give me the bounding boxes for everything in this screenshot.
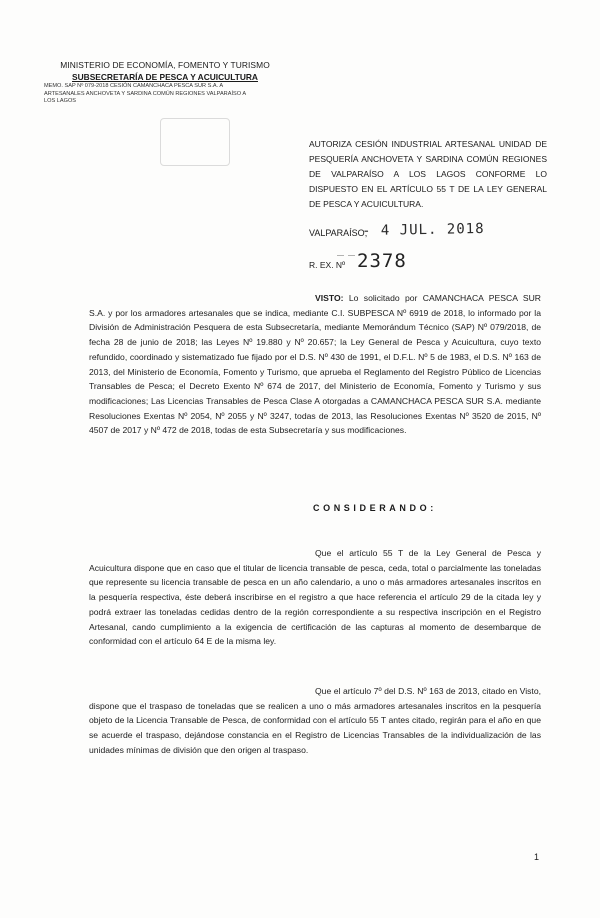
visto-label: VISTO:	[315, 293, 344, 303]
considerando-paragraph-2: Que el artículo 7º del D.S. Nº 163 de 2013, citado en Visto, dispone que el traspaso de toneladas que se realicen a uno o más armadores artesanales inscritos en la pesquería objeto de la Licencia Transable de Pesca, de conformidad con el artículo 55 T antes citado, regirán para el año en que se acuerde el traspaso, dejándose constancia en el Registro de Licencias Transables de la individualización de las unidades mínimas de división que den origen al traspaso.	[89, 686, 541, 755]
letterhead	[40, 60, 290, 106]
visto-text: Lo solicitado por CAMANCHACA PESCA SUR S.A. y por los armadores artesanales que se indica, mediante C.I. SUBPESCA Nº 6919 de 2018, lo informado por la División de Administración Pesquera de esta Subsecretaría, mediante Memorándum Técnico (SAP) Nº 079/2018, de fecha 28 de junio de 2018; las Leyes Nº 19.880 y Nº 20.657; la Ley General de Pesca y Acuicultura, cuyo texto refundido, coordinado y sistematizado fue fijado por el D.S. Nº 430 de 1991, el D.F.L. Nº 5 de 1983, el D.S. Nº 163 de 2013, del Ministerio de Economía, Fomento y Turismo, que aprueba el Reglamento del Registro Público de Licencias Transables de Pesca; el Decreto Exento Nº 674 de 2017, del Ministerio de Economía, Fomento y Turismo y sus modificaciones; Las Licencias Transables de Pesca Clase A otorgadas a CAMANCHACA PESCA SUR S.A. mediante Resoluciones Exentas Nº 2054, Nº 2055 y Nº 3247, todas de 2013, las Resoluciones Exentas Nº 3520 de 2015, Nº 4507 de 2017 y Nº 472 de 2018, todas de esta Subsecretaría y sus modificaciones.	[89, 293, 541, 436]
faint-stamp	[160, 118, 230, 166]
place-label: VALPARAÍSO,	[309, 228, 368, 238]
memo-line: LOS LAGOS	[44, 98, 77, 104]
subsecretaria-name: SUBSECRETARÍA DE PESCA Y ACUICULTURA	[72, 72, 258, 82]
ministry-name: MINISTERIO DE ECONOMÍA, FOMENTO Y TURISMO	[60, 60, 270, 70]
resolution-number-block	[309, 252, 549, 276]
page-number: 1	[534, 852, 540, 862]
resolution-title: AUTORIZA CESIÓN INDUSTRIAL ARTESANAL UNIDAD DE PESQUERÍA ANCHOVETA Y SARDINA COMÚN REGIONES DE VALPARAÍSO A LOS LAGOS CONFORME LO DISPUESTO EN EL ARTÍCULO 55 T DE LA LEY GENERAL DE PESCA Y ACUICULTURA.	[309, 139, 547, 209]
visto-paragraph	[89, 291, 541, 438]
considerando-heading: CONSIDERANDO:	[313, 503, 437, 513]
place-date	[309, 222, 549, 244]
memo-line: ARTESANALES ANCHOVETA Y SARDINA COMÚN REGIONES VALPARAÍSO A	[44, 90, 247, 97]
memo-reference	[40, 83, 290, 106]
resolution-marks: — —	[337, 252, 356, 259]
resolution-number: 2378	[357, 250, 407, 272]
resolution-label: R. EX. Nº	[309, 260, 346, 270]
considerando-paragraph-1: Que el artículo 55 T de la Ley General de Pesca y Acuicultura dispone que en caso que el titular de licencia transable de pesca, ceda, total o parcialmente las toneladas que represente su licencia transable de pesca en un año calendario, a uno o más armadores artesanales inscritos en la pesquería respectiva, éste deberá inscribirse en el registro a que hace referencia el artículo 29 de la citada ley y podrá extraer las toneladas cedidas dentro de la región correspondiente a su respectiva inscripción en el Registro Artesanal, cando cumplimiento a la exigencia de certificación de las capturas al momento de desembarque de conformidad con el artículo 64 E de la misma ley.	[89, 548, 541, 647]
date-stamp: - 4 JUL. 2018	[361, 220, 485, 240]
memo-line: MEMO. SAP Nº 079-2018 CESIÓN CAMANCHACA PESCA SUR S.A. A	[44, 83, 224, 89]
